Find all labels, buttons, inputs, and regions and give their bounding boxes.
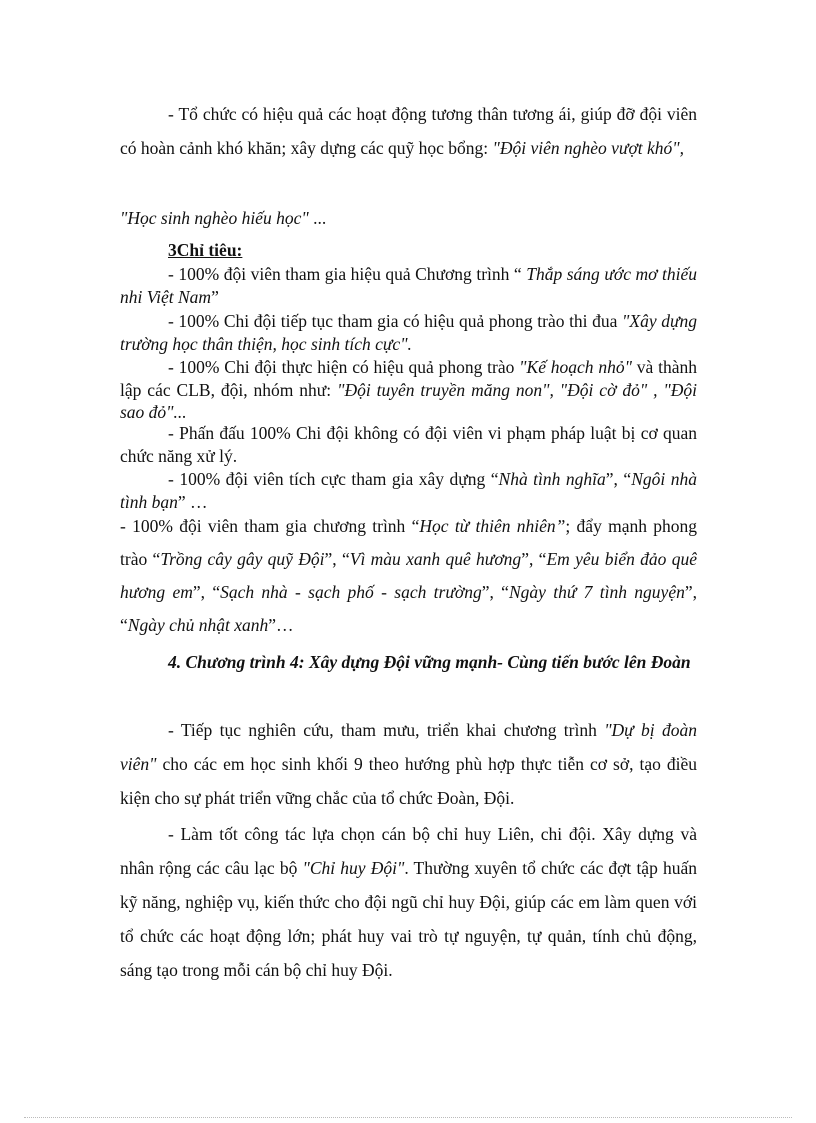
target-text: ”, “ <box>481 582 509 602</box>
target-text: ; đẩy mạnh phong trào “ <box>120 516 698 569</box>
paragraph-research <box>120 713 697 815</box>
target-italic: "Kế hoạch nhỏ" <box>519 357 632 377</box>
quote-text: "Học sinh nghèo hiếu học" <box>120 208 309 228</box>
target-italic: "Đội tuyên truyền măng non", "Đội cờ đỏ" , "Đội sao đỏ"... <box>120 379 698 422</box>
target-italic: "Xây dựng trường học thân thiện, học sinh tích cực". <box>120 311 698 354</box>
target-text: ” … <box>177 491 208 512</box>
target-italic: Ngày thứ 7 tình nguyện <box>508 582 685 602</box>
target-text: ”, “ <box>521 549 547 569</box>
target-text: ”, “ <box>192 582 221 602</box>
section3-heading <box>120 238 697 262</box>
target-text: - 100% Chi đội thực hiện có hiệu quả phong trào <box>168 357 520 377</box>
target-text: và thành lập các CLB, đội, nhóm như: <box>120 357 698 400</box>
section4-heading <box>120 645 697 679</box>
target-italic: Ngôi nhà tình bạn <box>120 469 697 512</box>
paragraph-leaders <box>120 817 697 987</box>
target-item <box>120 263 697 308</box>
paragraph-support <box>120 97 697 165</box>
target-italic: Học từ thiên nhiên” <box>419 516 566 536</box>
paragraph-italic: "Chỉ huy Đội" <box>302 858 405 878</box>
target-text: - 100% Chi đội tiếp tục tham gia có hiệu quả phong trào thi đua <box>168 311 623 331</box>
page-bottom-border <box>24 1117 792 1118</box>
target-text: - 100% đội viên tham gia hiệu quả Chương trình “ <box>168 264 527 284</box>
target-item <box>120 422 697 467</box>
target-italic: Trồng cây gây quỹ Đội <box>160 549 325 569</box>
target-italic: Nhà tình nghĩa <box>498 469 606 489</box>
target-nature <box>120 510 697 642</box>
section-heading: 3Chỉ tiêu: <box>168 240 243 260</box>
paragraph-text: cho các em học sinh khối 9 theo hướng phù hợp thực tiễn cơ sở, tạo điều kiện cho sự phát triển vững chắc của tổ chức Đoàn, Đội. <box>120 754 697 808</box>
target-italic: Vì màu xanh quê hương <box>349 549 522 569</box>
target-italic: Em yêu biển đảo quê hương em <box>120 549 698 602</box>
paragraph-text: . Thường xuyên tổ chức các đợt tập huấn kỹ năng, nghiệp vụ, kiến thức cho đội ngũ chỉ huy Đội, giúp các em làm quen với tổ chức các hoạt động lớn; phát huy vai trò tự nguyện, tự quản, tính chủ động, sáng tạo trong mỗi cán bộ chỉ huy Đội. <box>120 858 697 980</box>
target-italic: Sạch nhà - sạch phố - sạch trường <box>220 582 482 602</box>
section-heading: 4. Chương trình 4: Xây dựng Đội vững mạnh- Cùng tiến bước lên Đoàn <box>168 652 691 672</box>
target-text: - Phấn đấu 100% Chi đội không có đội viên vi phạm pháp luật bị cơ quan chức năng xử lý. <box>120 423 697 466</box>
target-italic: Ngày chủ nhật xanh <box>127 615 269 635</box>
paragraph-text: - Tiếp tục nghiên cứu, tham mưu, triển khai chương trình <box>168 720 605 740</box>
target-text: - 100% đội viên tham gia chương trình “ <box>120 516 420 536</box>
paragraph-text: - Làm tốt công tác lựa chọn cán bộ chỉ huy Liên, chi đội. Xây dựng và nhân rộng các câu lạc bộ <box>120 824 697 878</box>
target-text: - 100% đội viên tích cực tham gia xây dựng “ <box>168 469 499 489</box>
target-italic: Thắp sáng ước mơ thiếu nhi Việt Nam <box>120 264 697 307</box>
paragraph-text: - Tổ chức có hiệu quả các hoạt động tương thân tương ái, giúp đỡ đội viên có hoàn cảnh khó khăn; xây dựng các quỹ học bổng: <box>120 104 697 158</box>
target-text: ”, “ <box>324 549 350 569</box>
target-item <box>120 468 697 513</box>
paragraph-text: ... <box>308 208 327 228</box>
target-item <box>120 310 697 355</box>
target-item <box>120 356 697 424</box>
paragraph-italic: "Dự bị đoàn viên" <box>120 720 697 774</box>
target-text: ”, “ <box>120 582 697 635</box>
quote-text: "Đội viên nghèo vượt khó", <box>492 138 685 158</box>
paragraph-support-cont <box>120 201 697 235</box>
target-text: ” <box>211 286 219 307</box>
target-text: ”… <box>268 615 294 635</box>
target-text: ”, “ <box>605 469 632 489</box>
